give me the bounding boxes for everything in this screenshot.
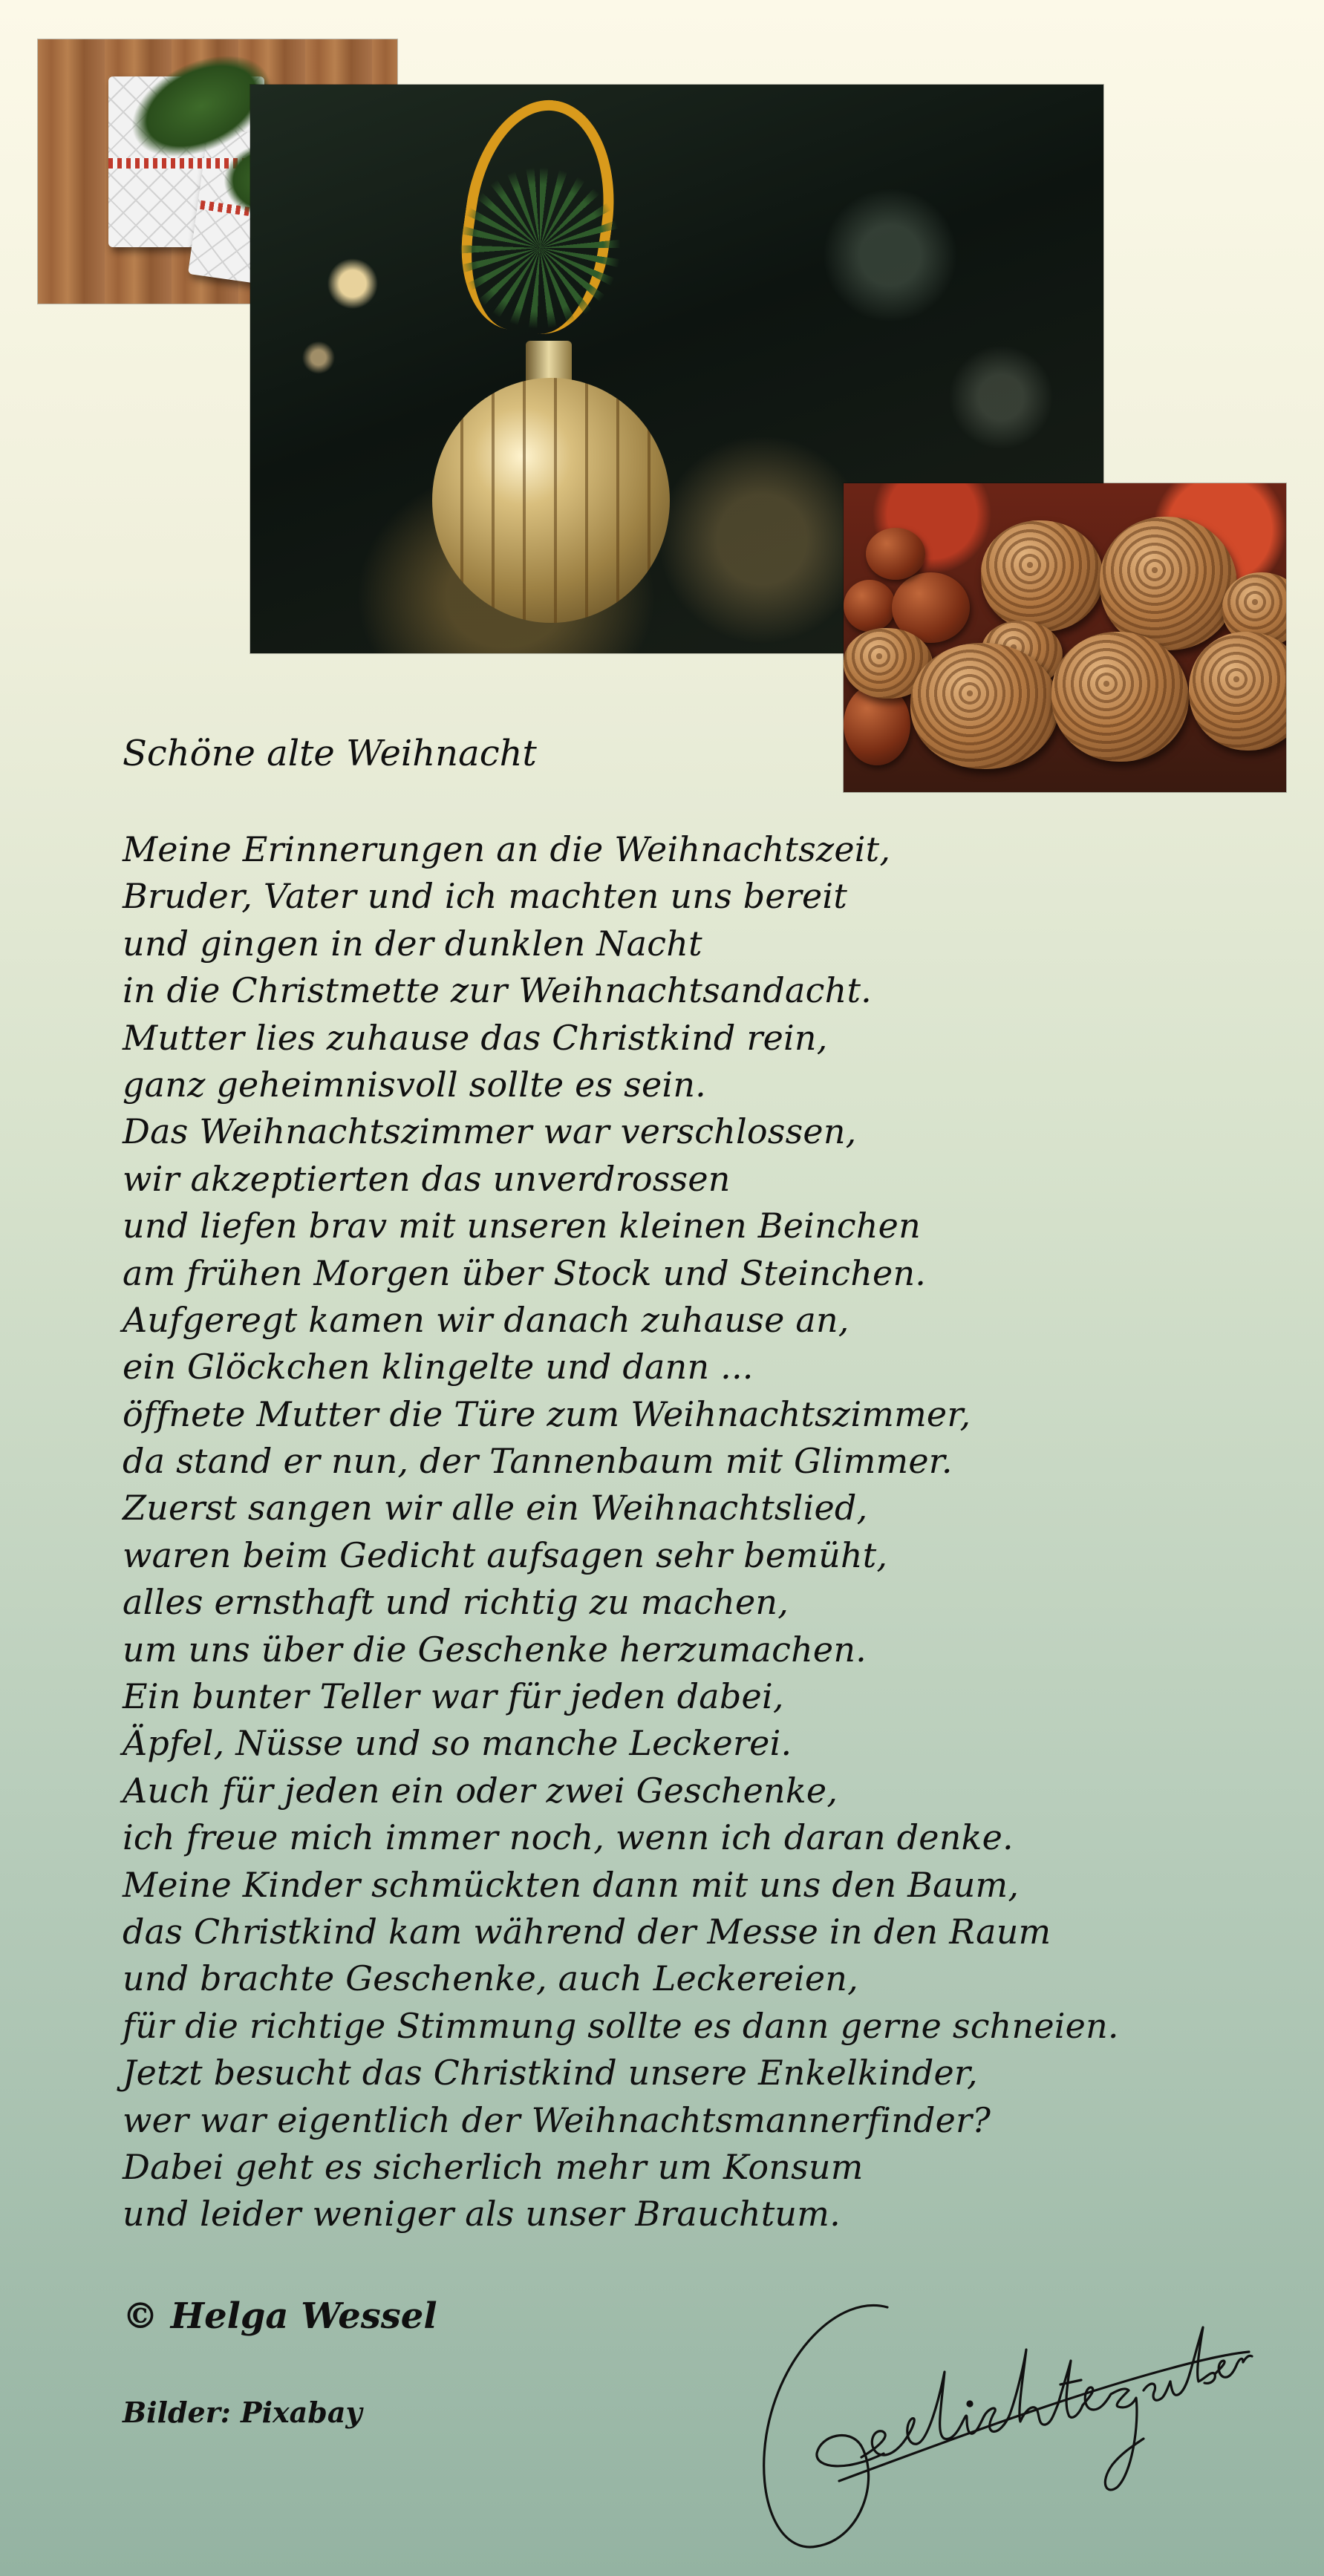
poem-line: da stand er nun, der Tannenbaum mit Glimmer. (123, 1441, 953, 1482)
poem-line: in die Christmette zur Weihnachtsandacht. (123, 970, 872, 1011)
signature-logo (750, 2286, 1255, 2569)
image-credit: Bilder: Pixabay (123, 2396, 362, 2429)
poem-line: ganz geheimnisvoll sollte es sein. (123, 1064, 706, 1105)
poem-line: wir akzeptierten das unverdrossen (123, 1158, 731, 1199)
poem-line: Ein bunter Teller war für jeden dabei, (123, 1676, 784, 1717)
poem-line: öffnete Mutter die Türe zum Weihnachtszimmer, (123, 1393, 971, 1434)
poem-line: das Christkind kam während der Messe in den Raum (123, 1911, 1051, 1952)
poem (123, 731, 1119, 2238)
poem-line: Meine Kinder schmückten dann mit uns den Baum, (123, 1864, 1020, 1905)
poem-line: für die richtige Stimmung sollte es dann gerne schneien. (123, 2005, 1119, 2046)
poem-line: waren beim Gedicht aufsagen sehr bemüht, (123, 1534, 888, 1575)
poem-line: Dabei geht es sicherlich mehr um Konsum (123, 2146, 864, 2187)
poem-line: ein Glöckchen klingelte und dann ... (123, 1347, 754, 1387)
poem-line: Auch für jeden ein oder zwei Geschenke, (123, 1770, 838, 1811)
poem-line: und gingen in der dunklen Nacht (123, 923, 702, 964)
poem-line: alles ernsthaft und richtig zu machen, (123, 1582, 789, 1623)
copyright-notice: © Helga Wessel (123, 2295, 437, 2337)
poem-line: wer war eigentlich der Weihnachtsmannerfinder? (123, 2099, 991, 2140)
poem-line: und leider weniger als unser Brauchtum. (123, 2194, 841, 2235)
poem-line: ich freue mich immer noch, wenn ich daran denke. (123, 1817, 1014, 1858)
poem-line: Das Weihnachtszimmer war verschlossen, (123, 1111, 857, 1152)
poem-line: um uns über die Geschenke herzumachen. (123, 1629, 867, 1670)
poem-line: Äpfel, Nüsse und so manche Leckerei. (123, 1723, 792, 1764)
poem-line: Meine Erinnerungen an die Weihnachtszeit, (123, 829, 891, 869)
poem-line: Bruder, Vater und ich machten uns bereit (123, 876, 847, 917)
poem-line: und liefen brav mit unseren kleinen Beinchen (123, 1206, 921, 1246)
poem-body (123, 826, 1119, 2238)
poem-title: Schöne alte Weihnacht (123, 733, 537, 774)
poem-line: Aufgeregt kamen wir danach zuhause an, (123, 1299, 849, 1340)
poem-line: Zuerst sangen wir alle ein Weihnachtslied, (123, 1488, 868, 1529)
poem-line: Mutter lies zuhause das Christkind rein, (123, 1017, 828, 1058)
poem-line: am frühen Morgen über Stock und Steinchen. (123, 1252, 927, 1293)
poem-line: und brachte Geschenke, auch Leckereien, (123, 1958, 858, 1999)
poem-line: Jetzt besucht das Christkind unsere Enkelkinder, (123, 2053, 978, 2093)
